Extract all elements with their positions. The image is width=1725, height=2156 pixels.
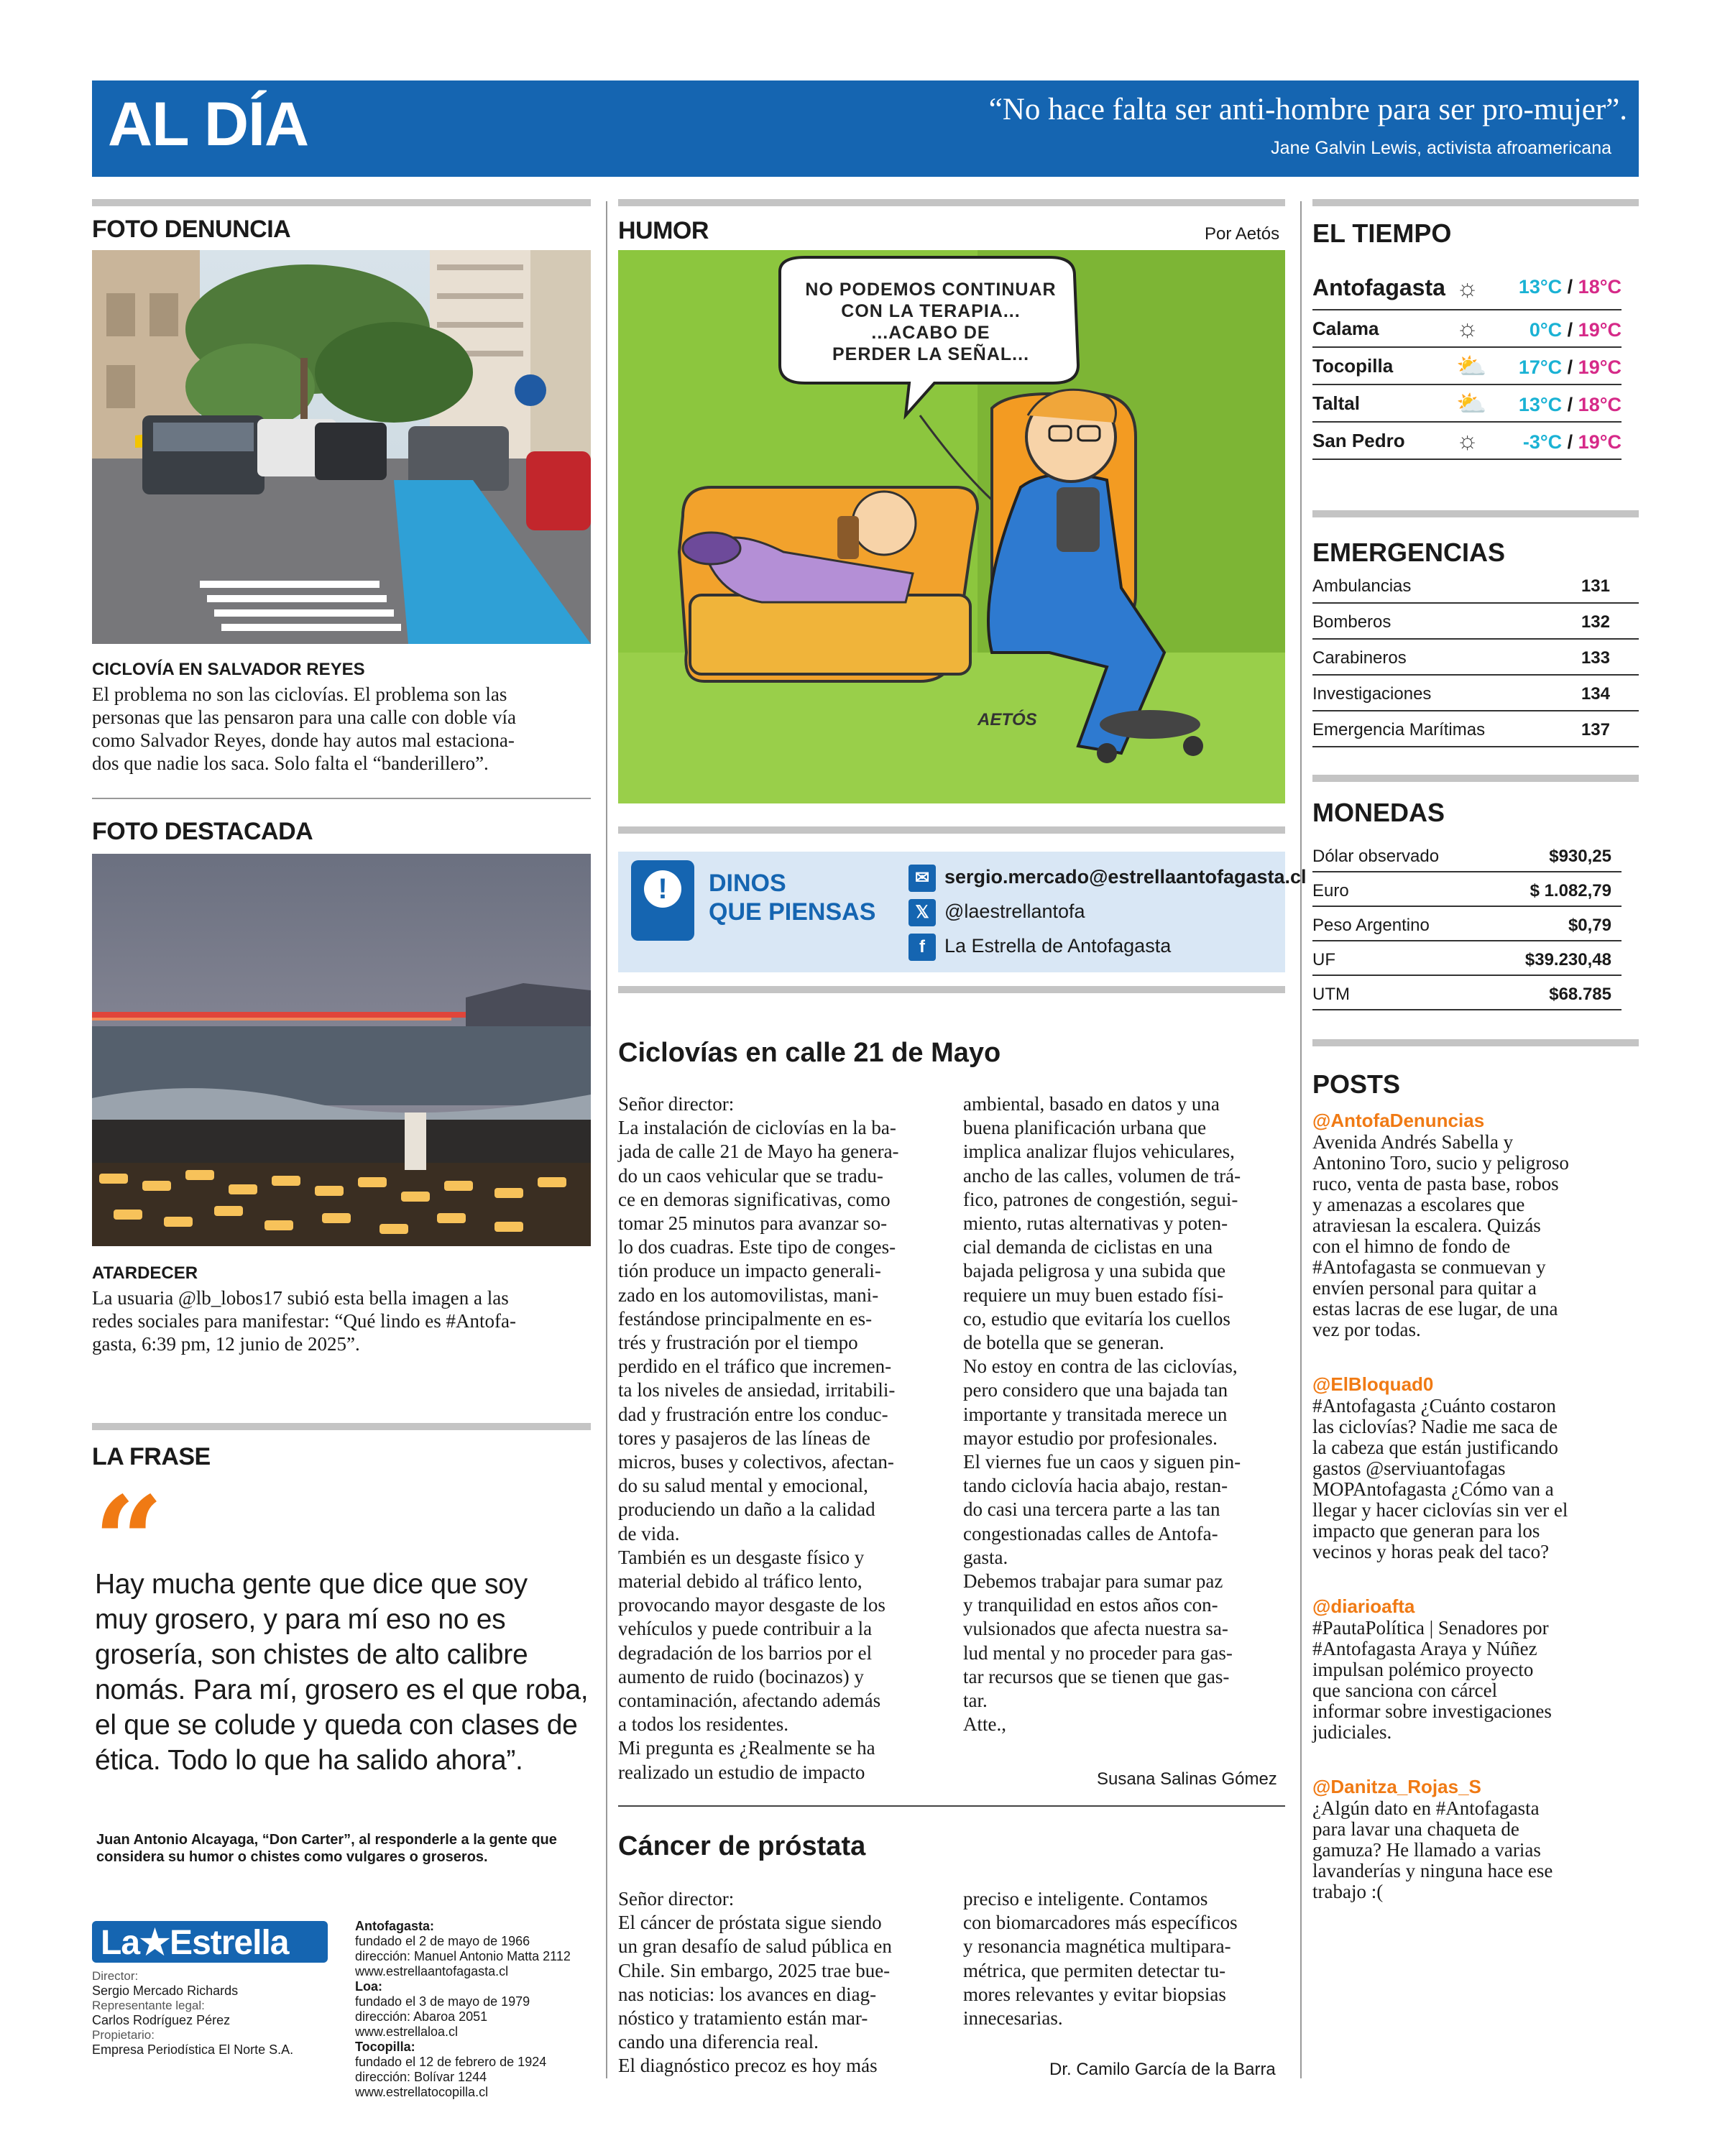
weather-table: [1312, 269, 1622, 460]
letter-column: Señor director: La instalación de ciclovías en la ba- jada de calle 21 de Mayo ha genera- do un caos vehicular que se tradu- ce en demoras significativas, como tomar 25 minutos para avanzar so- lo dos cuadras. Este tipo de conges- tión produce un impacto generali- zado en los automovilistas, mani- festándose principalmente en es- trés y frustración por el tiempo perdido en el tráfico que incremen- ta los niveles de ansiedad, irritabili- dad y frustración entre los conduc- tores y pasajeros de las líneas de micros, buses y colectivos, afectan- do su salud mental y emocional, produciendo un daño a la calidad de vida. También es un desgaste físico y material debido al tráfico lento, provocando mayor desgaste de los vehículos y puede contribuir a la degradación de los barrios por el aumento de ruido (bocinazos) y contaminación, afectando además a todos los residentes. Mi pregunta es ¿Realmente se ha realizado un estudio de impacto: [618, 1093, 899, 1783]
currency-name: UF: [1312, 950, 1335, 969]
office-credits: [355, 1919, 599, 2100]
post-line: envíen personal para quitar a: [1312, 1277, 1537, 1299]
section-bar-posts: [1312, 1039, 1639, 1046]
post-line: #Antofagasta ¿Cuánto costaron: [1312, 1395, 1556, 1416]
email-icon: ✉: [908, 865, 936, 892]
post-line: MOPAntofagasta ¿Cómo van a: [1312, 1478, 1554, 1500]
post-line: atraviesan la escalera. Quizás: [1312, 1215, 1541, 1236]
temp-min: 13°C: [1518, 276, 1563, 298]
emergency-row: [1312, 568, 1639, 604]
office-city: Tocopilla:: [355, 2040, 415, 2054]
temp-sep: /: [1562, 431, 1578, 453]
x-link[interactable]: @laestrellantofa: [944, 900, 1085, 922]
email-link[interactable]: sergio.mercado@estrellaantofagasta.cl: [944, 866, 1307, 888]
caption-line: dos que nadie los saca. Solo falta el “banderillero”.: [92, 752, 489, 774]
currency-name: UTM: [1312, 985, 1350, 1004]
bubble-line: NO PODEMOS CONTINUAR: [805, 280, 1057, 300]
la-estrella-logo: [92, 1921, 328, 1963]
la-frase-attribution: [96, 1831, 599, 1866]
post-item: [1312, 1776, 1639, 1902]
foto-denuncia-photo: [92, 250, 591, 644]
emergency-row: [1312, 676, 1639, 711]
currency-row: [1312, 907, 1622, 941]
temp-sep: /: [1562, 394, 1578, 415]
post-line: #Antofagasta se conmuevan y: [1312, 1256, 1546, 1278]
weather-row: [1312, 310, 1622, 348]
post-line: Avenida Andrés Sabella y: [1312, 1131, 1514, 1153]
weather-temp: [1523, 431, 1622, 453]
office-url[interactable]: www.estrellatocopilla.cl: [355, 2085, 489, 2099]
currency-value: $0,79: [1568, 916, 1611, 935]
currency-name: Dólar observado: [1312, 847, 1440, 866]
foto-destacada-photo: [92, 854, 591, 1246]
dinos-title-line: QUE PIENSAS: [709, 898, 876, 926]
section-title: AL DÍA: [108, 90, 309, 159]
emergency-number: 134: [1581, 684, 1610, 704]
caption-line: redes sociales para manifestar: “Qué lindo es #Antofa-: [92, 1310, 517, 1332]
emergencias-table: [1312, 568, 1639, 747]
quote-mark-icon: “: [93, 1470, 164, 1613]
weather-city: Antofagasta: [1312, 275, 1445, 300]
frase-line: grosería, son chistes de alto calibre: [95, 1639, 528, 1670]
credit-label: Propietario:: [92, 2028, 155, 2042]
sun-cloud-icon: ☼: [1456, 275, 1479, 302]
column-divider-left: [606, 201, 607, 2078]
divider: [92, 798, 591, 799]
la-frase-heading: LA FRASE: [92, 1443, 211, 1470]
post-item: [1312, 1110, 1639, 1340]
humor-cartoon: [618, 250, 1285, 803]
office-line: dirección: Manuel Antonio Matta 2112: [355, 1949, 571, 1963]
sun-icon: ☼: [1456, 315, 1479, 342]
bubble-line: ...ACABO DE: [871, 323, 990, 343]
emergencias-heading: EMERGENCIAS: [1312, 538, 1506, 567]
posts-list: [1312, 1110, 1639, 1935]
section-bar-emergencias: [1312, 510, 1639, 517]
letter-column: Señor director: El cáncer de próstata sigue siendo un gran desafío de salud pública en Chile. Sin embargo, 2025 trae bue- nas noticias: los avances en diag- nóstico y tratamiento están mar- cando una diferencia real. El diagnóstico precoz es hoy más: [618, 1888, 892, 2077]
foto-denuncia-heading: FOTO DENUNCIA: [92, 216, 291, 243]
bubble-line: CON LA TERAPIA...: [841, 301, 1021, 321]
weather-temp: [1530, 319, 1622, 341]
post-line: vecinos y horas peak del taco?: [1312, 1541, 1550, 1562]
frase-line: ética. Todo lo que ha salido ahora”.: [95, 1745, 523, 1776]
weather-row: [1312, 385, 1622, 423]
masthead-quote-author: Jane Galvin Lewis, activista afroamericana: [1271, 138, 1611, 158]
humor-author: Por Aetós: [1205, 224, 1280, 244]
post-text: [1312, 1618, 1639, 1743]
post-line: y amenazas a escolares que: [1312, 1194, 1525, 1215]
x-icon: 𝕏: [908, 899, 936, 926]
office-line: dirección: Abaroa 2051: [355, 2009, 488, 2024]
posts-heading: POSTS: [1312, 1069, 1401, 1099]
caption-line: La usuaria @lb_lobos17 subió esta bella imagen a las: [92, 1287, 509, 1309]
credit-value: Carlos Rodríguez Pérez: [92, 2013, 231, 2027]
speech-bubble: [791, 279, 1071, 365]
section-bar-letters: [618, 986, 1285, 993]
emergency-row: [1312, 640, 1639, 676]
letter-signer: Susana Salinas Gómez: [1097, 1769, 1277, 1789]
weather-city: Tocopilla: [1312, 355, 1394, 377]
office-url[interactable]: www.estrellaantofagasta.cl: [355, 1964, 509, 1978]
post-handle[interactable]: @AntofaDenuncias: [1312, 1110, 1485, 1131]
post-handle[interactable]: @ElBloquad0: [1312, 1373, 1434, 1395]
office-line: fundado el 2 de mayo de 1966: [355, 1934, 530, 1948]
frase-line: Hay mucha gente que dice que soy: [95, 1569, 528, 1600]
weather-temp: [1519, 276, 1622, 298]
post-line: para lavar una chaqueta de: [1312, 1818, 1519, 1840]
temp-max: 19°C: [1578, 319, 1622, 341]
temp-sep: /: [1562, 276, 1578, 298]
la-frase-text: [95, 1567, 598, 1778]
column-divider-right: [1300, 201, 1302, 2078]
temp-max: 19°C: [1578, 431, 1622, 453]
weather-city: San Pedro: [1312, 430, 1405, 451]
frase-line: muy grosero, y para mí eso no es: [95, 1604, 506, 1635]
emergency-row: [1312, 604, 1639, 640]
emergency-number: 132: [1581, 612, 1610, 632]
attribution-line: Juan Antonio Alcayaga, “Don Carter”, al responderle a la gente que: [96, 1832, 557, 1848]
staff-credits: [92, 1969, 329, 2058]
weather-row: [1312, 423, 1622, 460]
dinos-title: [709, 869, 875, 926]
post-line: las ciclovías? Nadie me saca de: [1312, 1416, 1558, 1437]
post-line: informar sobre investigaciones: [1312, 1700, 1552, 1722]
emergency-name: Carabineros: [1312, 648, 1407, 668]
caption-line: gasta, 6:39 pm, 12 junio de 2025”.: [92, 1333, 360, 1355]
emergency-name: Bomberos: [1312, 612, 1392, 632]
letter-title: Ciclovías en calle 21 de Mayo: [618, 1038, 1001, 1068]
office-line: dirección: Bolívar 1244: [355, 2070, 487, 2084]
credit-label: Director:: [92, 1969, 139, 1983]
logo-text: La★Estrella: [101, 1924, 289, 1962]
currency-value: $ 1.082,79: [1530, 881, 1611, 900]
foto-destacada-caption-title: ATARDECER: [92, 1263, 198, 1283]
post-line: trabajo :(: [1312, 1881, 1384, 1902]
currency-row: [1312, 838, 1622, 872]
temp-sep: /: [1562, 356, 1578, 378]
currency-name: Euro: [1312, 881, 1349, 900]
credit-value: Sergio Mercado Richards: [92, 1984, 239, 1998]
temp-min: 17°C: [1518, 356, 1563, 378]
emergency-name: Ambulancias: [1312, 576, 1412, 596]
post-text: [1312, 1396, 1639, 1562]
frase-line: el que se colude y queda con clases de: [95, 1710, 578, 1741]
emergency-name: Investigaciones: [1312, 684, 1432, 704]
weather-row: [1312, 348, 1622, 385]
post-line: ruco, venta de pasta base, robos: [1312, 1173, 1559, 1194]
post-line: lavanderías y ninguna hace ese: [1312, 1860, 1553, 1881]
currency-row: [1312, 872, 1622, 907]
weather-city: Taltal: [1312, 392, 1360, 414]
post-line: impulsan polémico proyecto: [1312, 1659, 1534, 1680]
foto-destacada-caption: [92, 1286, 595, 1355]
credit-label: Representante legal:: [92, 1999, 205, 2012]
temp-min: 0°C: [1529, 319, 1563, 341]
caption-line: como Salvador Reyes, donde hay autos mal estaciona-: [92, 729, 515, 751]
office-url[interactable]: www.estrellaloa.cl: [355, 2024, 459, 2039]
cloud-sun-icon: ⛅: [1456, 390, 1487, 418]
letter-column: preciso e inteligente. Contamos con biomarcadores más específicos y resonancia magnética multipara- métrica, que permiten detectar tu- mores relevantes y evitar biopsias innecesarias.: [963, 1888, 1238, 2030]
section-bar-dinos: [618, 826, 1285, 834]
bubble-line: PERDER LA SEÑAL...: [832, 344, 1030, 364]
divider: [618, 1805, 1285, 1807]
currency-value: $930,25: [1549, 847, 1611, 866]
temp-min: -3°C: [1522, 431, 1563, 453]
letter-signer: Dr. Camilo García de la Barra: [1049, 2060, 1276, 2079]
post-handle[interactable]: @diarioafta: [1312, 1595, 1415, 1617]
emergency-name: Emergencia Marítimas: [1312, 720, 1486, 740]
sun-icon: ☼: [1456, 427, 1479, 454]
emergency-row: [1312, 711, 1639, 747]
post-item: [1312, 1595, 1639, 1743]
cartoon-signature: AETÓS: [978, 710, 1037, 729]
currency-name: Peso Argentino: [1312, 916, 1430, 935]
weather-temp: [1519, 356, 1622, 379]
currency-value: $68.785: [1549, 985, 1611, 1004]
facebook-link[interactable]: La Estrella de Antofagasta: [944, 935, 1172, 957]
emergency-number: 137: [1581, 720, 1610, 740]
foto-denuncia-caption-title: CICLOVÍA EN SALVADOR REYES: [92, 660, 365, 679]
currency-value: $39.230,48: [1524, 950, 1611, 969]
dinos-title-line: DINOS: [709, 870, 786, 897]
temp-min: 13°C: [1518, 394, 1563, 415]
temp-max: 18°C: [1578, 394, 1622, 415]
post-line: la cabeza que están justificando: [1312, 1437, 1558, 1458]
caption-line: personas que las pensaron para una calle con doble vía: [92, 706, 517, 728]
masthead-quote: “No hace falta ser anti-hombre para ser pro-mujer”.: [988, 93, 1627, 126]
letter-column: ambiental, basado en datos y una buena planificación urbana que implica analizar flujos vehiculares, ancho de las calles, volumen de trá- fico, patrones de congestión, segui- miento, rutas alternativas y poten- cial demanda de ciclistas en una bajada peligrosa y una subida que requiere un muy buen estado físi- co, estudio que evitaría los cuellos de botella que se generan. No estoy en contra de las ciclovías, pero considero que una bajada tan importante y transitada merece un mayor estudio por profesionales. El viernes fue un caos y siguen pin- tando ciclovía hacia abajo, restan- do casi una tercera parte a las tan congestionadas calles de Antofa- gasta. Debemos trabajar para sumar paz y tranquilidad en estos años con- vulsionados que afecta nuestra sa- lud mental y no proceder para gas- tar recursos que se tienen que gas- tar. Atte.,: [963, 1093, 1241, 1736]
frase-line: nomás. Para mí, grosero es el que roba,: [95, 1674, 589, 1705]
caption-line: El problema no son las ciclovías. El problema son las: [92, 683, 507, 705]
post-line: estas lacras de ese lugar, de una: [1312, 1298, 1558, 1319]
masthead: [92, 80, 1639, 177]
post-line: llegar y hacer ciclovías sin ver el: [1312, 1499, 1568, 1521]
post-text: [1312, 1798, 1639, 1902]
post-line: gamuza? He llamado a varias: [1312, 1839, 1541, 1861]
post-line: judiciales.: [1312, 1721, 1392, 1743]
foto-denuncia-caption: [92, 683, 595, 775]
post-item: [1312, 1373, 1639, 1562]
section-bar-monedas: [1312, 775, 1639, 782]
currency-row: [1312, 976, 1622, 1010]
tiempo-heading: EL TIEMPO: [1312, 218, 1452, 248]
office-city: Loa:: [355, 1979, 382, 1994]
chat-icon: [631, 860, 694, 941]
facebook-icon: f: [908, 934, 936, 961]
post-text: [1312, 1132, 1639, 1340]
temp-max: 18°C: [1578, 276, 1622, 298]
monedas-heading: MONEDAS: [1312, 798, 1445, 827]
post-line: que sanciona con cárcel: [1312, 1680, 1498, 1701]
office-city: Antofagasta:: [355, 1919, 435, 1933]
credit-value: Empresa Periodística El Norte S.A.: [92, 2042, 294, 2057]
monedas-table: [1312, 838, 1622, 1010]
office-line: fundado el 3 de mayo de 1979: [355, 1994, 530, 2009]
dinos-box: [618, 852, 1307, 972]
weather-temp: [1519, 394, 1622, 416]
post-handle[interactable]: @Danitza_Rojas_S: [1312, 1776, 1481, 1797]
section-bar-la-frase: [92, 1423, 591, 1430]
section-bar-tiempo: [1312, 199, 1639, 206]
weather-row: [1312, 269, 1622, 310]
currency-row: [1312, 941, 1622, 976]
office-line: fundado el 12 de febrero de 1924: [355, 2055, 547, 2069]
post-line: gastos @serviuantofagas: [1312, 1457, 1506, 1479]
exclamation-icon: !: [644, 870, 681, 908]
emergency-number: 133: [1581, 648, 1610, 668]
humor-heading: HUMOR: [618, 217, 709, 244]
attribution-line: considera su humor o chistes como vulgares o groseros.: [96, 1849, 488, 1865]
section-bar-foto-denuncia: [92, 199, 591, 206]
post-line: #PautaPolítica | Senadores por: [1312, 1617, 1549, 1639]
weather-city: Calama: [1312, 318, 1379, 339]
foto-destacada-heading: FOTO DESTACADA: [92, 818, 313, 845]
post-line: ¿Algún dato en #Antofagasta: [1312, 1797, 1540, 1819]
letter-title: Cáncer de próstata: [618, 1831, 866, 1861]
temp-max: 19°C: [1578, 356, 1622, 378]
post-line: vez por todas.: [1312, 1319, 1421, 1340]
temp-sep: /: [1562, 319, 1578, 341]
section-bar-humor: [618, 199, 1285, 206]
post-line: con el himno de fondo de: [1312, 1235, 1511, 1257]
post-line: Antonino Toro, sucio y peligroso: [1312, 1152, 1569, 1174]
emergency-number: 131: [1581, 576, 1610, 596]
post-line: impacto que generan para los: [1312, 1520, 1540, 1542]
post-line: #Antofagasta Araya y Núñez: [1312, 1638, 1537, 1659]
cloud-sun-icon: ⛅: [1456, 353, 1487, 380]
